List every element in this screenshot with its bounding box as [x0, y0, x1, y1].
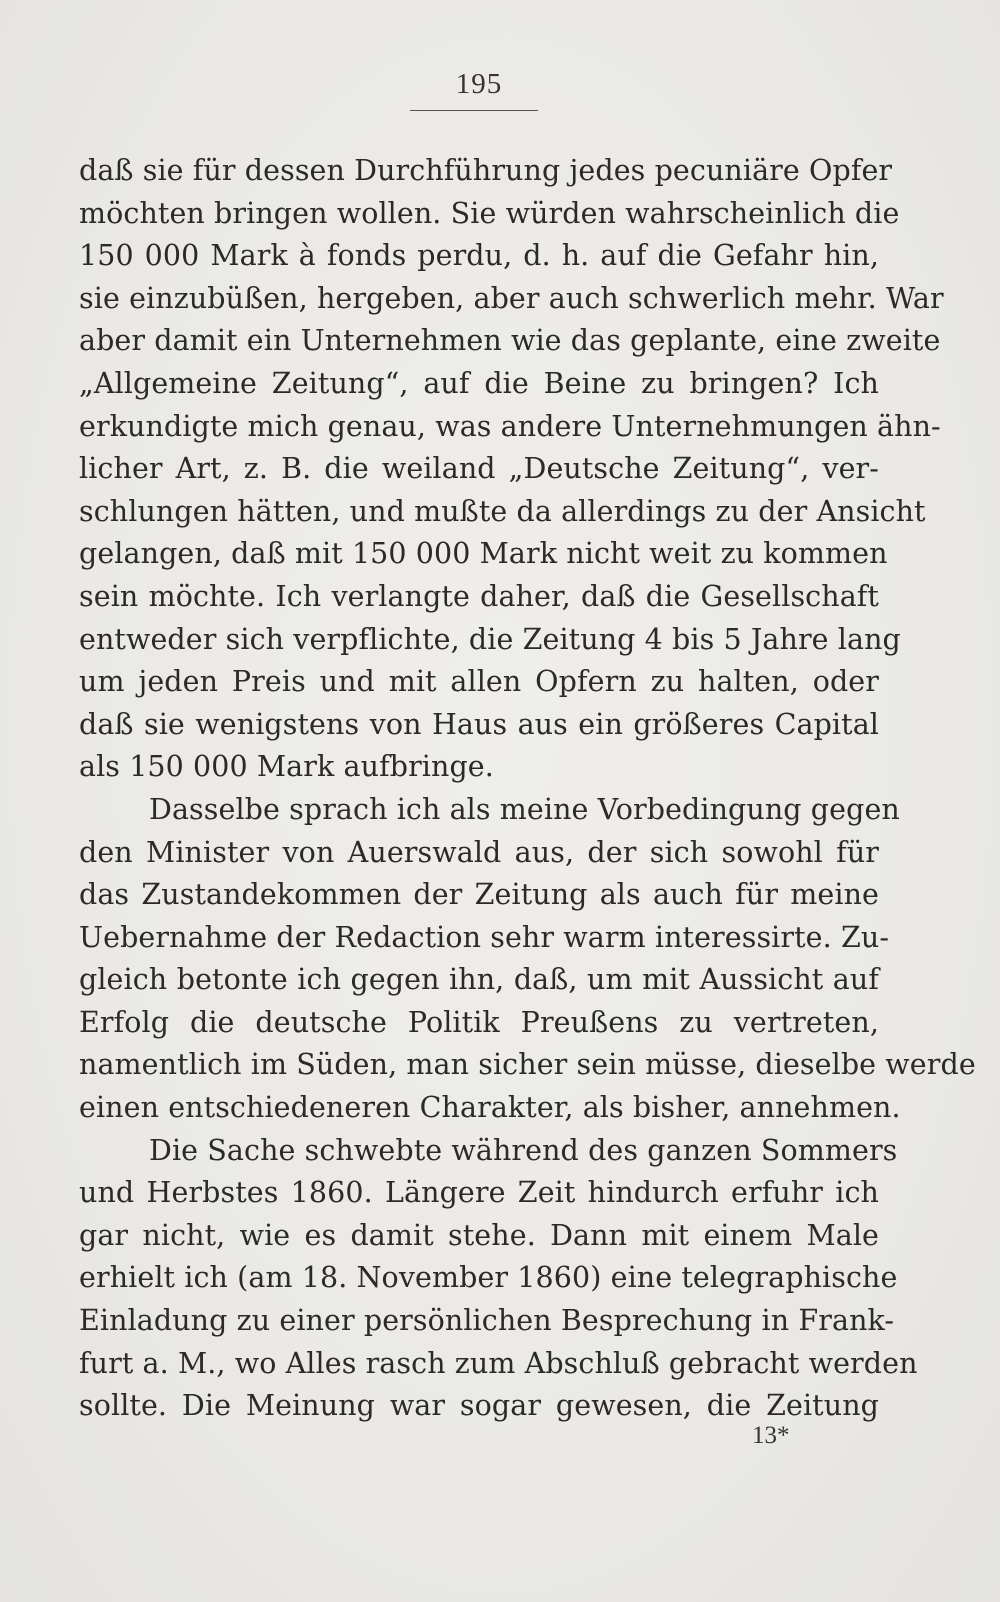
text-line: Die Sache schwebte während des ganzen Sommers	[149, 1133, 898, 1167]
header-rule	[410, 110, 538, 111]
text-line: das Zustandekommen der Zeitung als auch für meine	[79, 878, 879, 912]
paragraph-2	[79, 789, 976, 1130]
text-line: schlungen hätten, und mußte da allerdings zu der Ansicht	[79, 494, 926, 528]
text-line: den Minister von Auerswald aus, der sich sowohl für	[79, 835, 879, 869]
text-line: sollte. Die Meinung war sogar gewesen, die Zeitung	[79, 1389, 879, 1423]
paragraph-1	[79, 150, 944, 789]
signature-mark: 13*	[752, 1422, 790, 1449]
text-line: gar nicht, wie es damit stehe. Dann mit einem Male	[79, 1218, 879, 1252]
text-line: 150 000 Mark à fonds perdu, d. h. auf die Gefahr hin,	[79, 239, 879, 273]
text-line: erkundigte mich genau, was andere Unternehmungen ähn-	[79, 409, 941, 443]
text-line: gleich betonte ich gegen ihn, daß, um mit Aussicht auf	[79, 963, 879, 997]
text-line: entweder sich verpflichte, die Zeitung 4 bis 5 Jahre lang	[79, 622, 901, 656]
text-line: Einladung zu einer persönlichen Besprechung in Frank-	[79, 1304, 895, 1338]
text-line: furt a. M., wo Alles rasch zum Abschluß gebracht werden	[79, 1346, 918, 1380]
text-line: Uebernahme der Redaction sehr warm interessirte. Zu-	[79, 920, 890, 954]
text-line: sie einzubüßen, hergeben, aber auch schwerlich mehr. War	[79, 281, 944, 315]
text-line: erhielt ich (am 18. November 1860) eine telegraphische	[79, 1261, 898, 1295]
body-text	[79, 150, 976, 1428]
text-line: möchten bringen wollen. Sie würden wahrscheinlich die	[79, 196, 900, 230]
text-line: und Herbstes 1860. Längere Zeit hindurch erfuhr ich	[79, 1176, 879, 1210]
text-line: Erfolg die deutsche Politik Preußens zu vertreten,	[79, 1005, 879, 1039]
text-line: aber damit ein Unternehmen wie das geplante, eine zweite	[79, 324, 941, 358]
page-number: 195	[455, 68, 503, 100]
text-line: daß sie wenigstens von Haus aus ein größeres Capital	[79, 707, 879, 741]
text-line: gelangen, daß mit 150 000 Mark nicht weit zu kommen	[79, 537, 888, 571]
text-line: namentlich im Süden, man sicher sein müsse, dieselbe werde	[79, 1048, 976, 1082]
text-line: Dasselbe sprach ich als meine Vorbedingung gegen	[149, 792, 900, 826]
text-line: einen entschiedeneren Charakter, als bisher, annehmen.	[79, 1091, 901, 1125]
text-line: um jeden Preis und mit allen Opfern zu halten, oder	[79, 665, 879, 699]
text-line: licher Art, z. B. die weiland „Deutsche Zeitung“, ver-	[79, 452, 879, 486]
text-line: sein möchte. Ich verlangte daher, daß die Gesellschaft	[79, 579, 879, 613]
text-line: daß sie für dessen Durchführung jedes pecuniäre Opfer	[79, 154, 893, 187]
paragraph-3	[79, 1130, 918, 1428]
text-line: als 150 000 Mark aufbringe.	[79, 750, 494, 784]
text-line: „Allgemeine Zeitung“, auf die Beine zu bringen? Ich	[79, 366, 879, 400]
